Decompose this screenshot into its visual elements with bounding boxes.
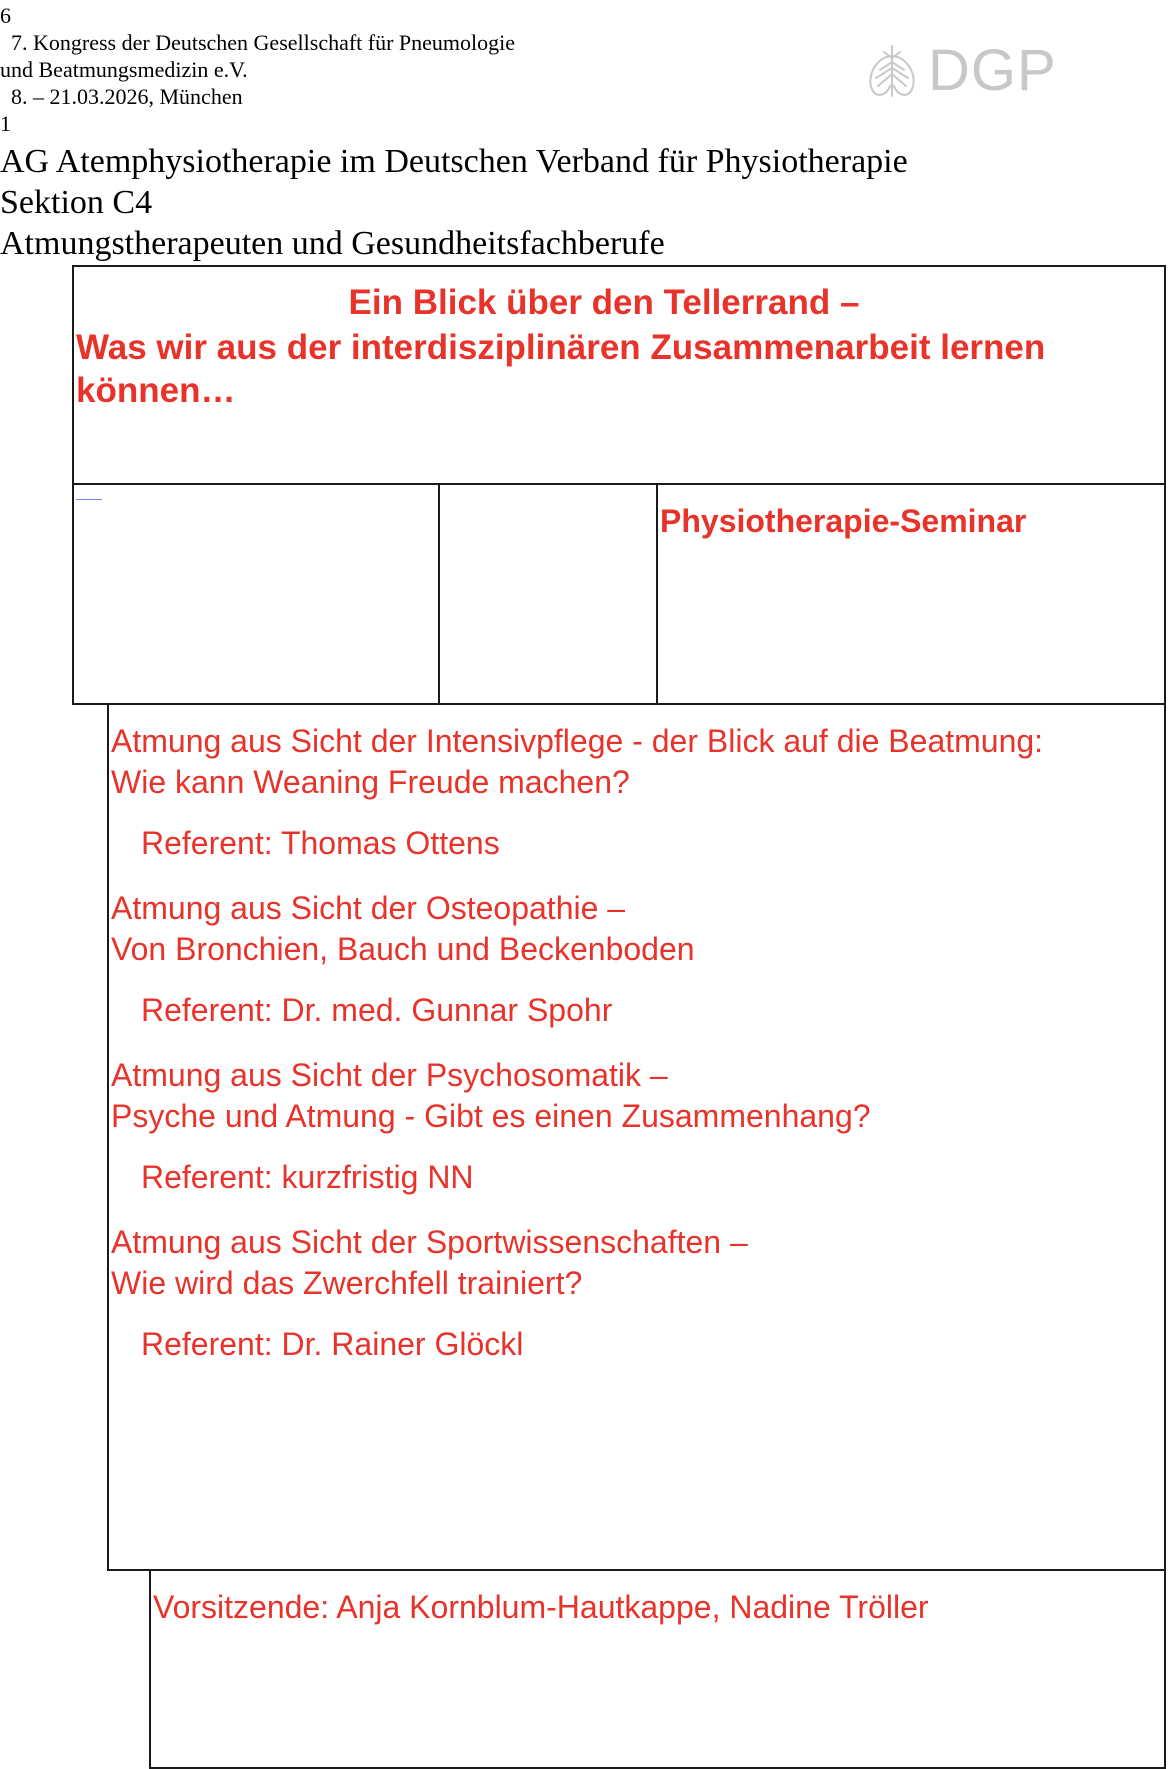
talk-referent: Referent: kurzfristig NN	[141, 1159, 474, 1195]
congress-line-1: 7. Kongress der Deutschen Gesellschaft für Pneumologie	[0, 30, 516, 55]
page-number: 6	[0, 3, 11, 28]
chairs-box	[149, 1569, 1166, 1769]
talk-item	[111, 721, 1164, 864]
dgp-logo	[862, 38, 1057, 103]
small-rule	[76, 499, 102, 500]
chairs-text: Vorsitzende: Anja Kornblum-Hautkappe, Nadine Tröller	[153, 1589, 929, 1625]
org-line-1: AG Atemphysiotherapie im Deutschen Verband für Physiotherapie	[0, 143, 908, 180]
talk-referent: Referent: Dr. Rainer Glöckl	[141, 1326, 524, 1362]
talk-subtitle: Wie kann Weaning Freude machen?	[111, 764, 630, 800]
title-line-2: Was wir aus der interdisziplinären Zusammenarbeit lernen	[76, 328, 1046, 367]
empty-box-left	[72, 483, 440, 705]
org-line-2: Sektion C4	[0, 184, 153, 221]
index-number: 1	[0, 111, 11, 136]
empty-box-middle	[438, 483, 658, 705]
talk-referent: Referent: Thomas Ottens	[141, 825, 500, 861]
org-line-3: Atmungstherapeuten und Gesundheitsfachberufe	[0, 225, 665, 262]
seminar-box	[656, 483, 1166, 705]
seminar-label: Physiotherapie-Seminar	[660, 503, 1027, 539]
dgp-logo-text: DGP	[928, 38, 1057, 103]
talk-item	[111, 1055, 1164, 1198]
talk-item	[111, 1222, 1164, 1365]
talk-subtitle: Psyche und Atmung - Gibt es einen Zusammenhang?	[111, 1098, 871, 1134]
talk-subtitle: Von Bronchien, Bauch und Beckenboden	[111, 931, 695, 967]
talk-title: Atmung aus Sicht der Osteopathie –	[111, 890, 626, 926]
talk-title: Atmung aus Sicht der Sportwissenschaften –	[111, 1224, 748, 1260]
talk-item	[111, 888, 1164, 1031]
title-box	[72, 265, 1166, 485]
talk-title: Atmung aus Sicht der Psychosomatik –	[111, 1057, 668, 1093]
congress-line-3: 8. – 21.03.2026, München	[0, 84, 243, 109]
program-box	[107, 703, 1166, 1571]
talk-subtitle: Wie wird das Zwerchfell trainiert?	[111, 1265, 583, 1301]
talk-referent: Referent: Dr. med. Gunnar Spohr	[141, 992, 613, 1028]
talk-title: Atmung aus Sicht der Intensivpflege - der Blick auf die Beatmung:	[111, 723, 1044, 759]
title-line-1: Ein Blick über den Tellerrand –	[348, 283, 860, 322]
title-line-3: können…	[76, 371, 236, 410]
lung-tree-icon	[862, 42, 922, 100]
congress-line-2: und Beatmungsmedizin e.V.	[0, 57, 248, 82]
